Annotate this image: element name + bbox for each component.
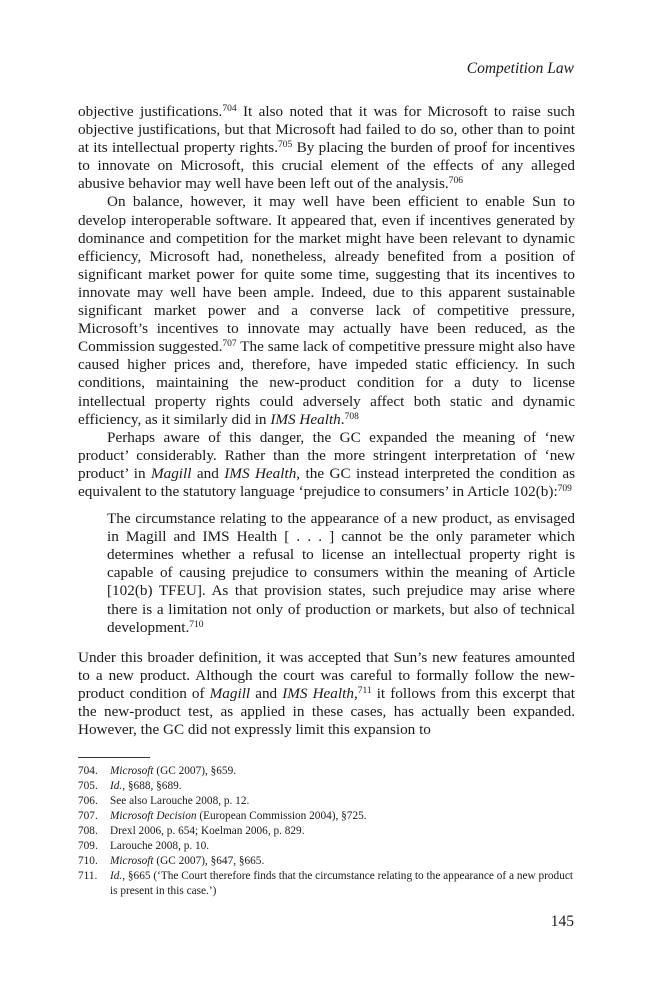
text-run: Under this broader definition, it was accepted that Sun’s new features amounted to a new product. Although the court was careful to formally follow the new-product condition of <box>78 648 575 702</box>
italic-text: IMS Health <box>224 464 297 482</box>
italic-text: IMS Health <box>282 684 354 702</box>
footnote-number: 704. <box>78 765 98 777</box>
paragraph <box>78 649 575 739</box>
footnote-number: 710. <box>78 855 98 867</box>
text-run: , the GC instead interpreted the condition as equivalent to the statutory language ‘prejudice to consumers’ in Article 102(b): <box>78 464 576 500</box>
italic-text: Microsoft <box>110 765 154 777</box>
footnote-ref: 711 <box>357 685 372 696</box>
text-run: , §665 (‘The Court therefore finds that the circumstance relating to the appearance of a new product is present in this case.’) <box>110 870 574 897</box>
text-run: (GC 2007), §659. <box>153 765 237 777</box>
text-run: Perhaps aware of this danger, the GC expanded the meaning of ‘new product’ considerably. Rather than the more stringent interpretation of ‘new product’ in <box>78 428 575 482</box>
italic-text: Id. <box>110 780 123 792</box>
italic-text: Magill <box>209 684 251 702</box>
footnote-ref: 707 <box>222 339 237 350</box>
footnote-ref: 704 <box>222 104 237 114</box>
italic-text: Microsoft Decision <box>110 810 197 822</box>
footnote-text <box>110 824 575 839</box>
text-run: objective justifications. <box>78 103 223 120</box>
text-run: See also Larouche 2008, p. 12. <box>110 795 250 807</box>
footnote-number: 708. <box>78 825 98 837</box>
footnote-number: 706. <box>78 795 98 807</box>
text-run: , §688, §689. <box>122 780 182 792</box>
footnote-number: 705. <box>78 780 98 792</box>
text-run: (GC 2007), §647, §665. <box>153 855 265 867</box>
footnote-text <box>110 839 575 854</box>
italic-text: Id. <box>110 870 123 882</box>
text-run: and <box>191 464 225 482</box>
text-run: , <box>353 684 358 702</box>
body-text <box>78 103 575 739</box>
text-run: Drexl 2006, p. 654; Koelman 2006, p. 829. <box>110 825 305 837</box>
paragraph <box>78 193 575 428</box>
footnote <box>78 794 575 809</box>
footnote-text <box>110 779 575 794</box>
footnotes <box>78 764 575 899</box>
footnote-text <box>110 809 575 824</box>
text-run: Larouche 2008, p. 10. <box>110 840 210 852</box>
footnote-text <box>110 764 575 779</box>
text-run: By placing the burden of proof for incentives to innovate on Microsoft, this crucial element of the effects of any alleged abusive behavior may well have been left out of the analysis. <box>78 139 576 193</box>
running-header: Competition Law <box>466 60 574 77</box>
text-run: On balance, however, it may well have been efficient to enable Sun to develop interoperable software. It appeared that, even if incentives generated by dominance and competition for the market might have been relevant to dynamic efficiency, Microsoft had, nonetheless, already benefited from a position of significant market power for quite some time, suggesting that its incentives to innovate may well have been ample. Indeed, due to this apparent sustainable significant market power and a converse lack of competitive pressure, Microsoft’s incentives to innovate may actually have been reduced, as the Commission suggested. <box>78 193 575 356</box>
text-run: and <box>250 684 283 702</box>
footnote <box>78 809 575 824</box>
text-run: The same lack of competitive pressure might also have caused higher prices and, therefore, have impeded static efficiency. In such conditions, maintaining the new-product condition for a duty to license intellectual property rights could adversely affect both static and dynamic efficiency, as it similarly did in <box>78 338 575 428</box>
footnote-text <box>110 854 575 869</box>
text-run: It also noted that it was for Microsoft to raise such objective justifications, but that Microsoft had failed to do so, other than to point at its intellectual property rights. <box>78 103 576 157</box>
footnote <box>78 854 575 869</box>
text-run: . <box>340 410 345 428</box>
footnote <box>78 824 575 839</box>
footnote-number: 709. <box>78 840 98 852</box>
footnote-number: 711. <box>78 870 98 882</box>
footnote <box>78 869 575 899</box>
footnote-ref: 709 <box>557 483 572 494</box>
footnote <box>78 764 575 779</box>
italic-text: IMS Health <box>270 410 341 428</box>
footnote-text <box>110 794 575 809</box>
footnote-text <box>110 869 575 899</box>
paragraph <box>78 429 575 501</box>
block-quote <box>107 510 575 637</box>
footnote <box>78 779 575 794</box>
footnote-ref: 705 <box>278 140 293 151</box>
footnote-number: 707. <box>78 810 98 822</box>
italic-text: Microsoft <box>110 855 154 867</box>
paragraph <box>78 103 575 193</box>
italic-text: Magill <box>150 464 192 482</box>
footnote-divider <box>78 757 150 758</box>
text-run: it follows from this excerpt that the new-product test, as applied in these cases, has actually been expanded. However, the GC did not expressly limit this expansion to <box>78 684 575 739</box>
footnote-ref: 706 <box>448 176 463 187</box>
text-run: (European Commission 2004), §725. <box>196 810 367 822</box>
footnote-ref: 708 <box>344 411 359 422</box>
text-run: The circumstance relating to the appearance of a new product, as envisaged in Magill and IMS Health [ . . . ] cannot be the only parameter which determines whether a refusal to license an intellectual property right is capable of causing prejudice to consumers within the meaning of Article [102(b) TFEU]. As that provision states, such prejudice may arise where there is a limitation not only of production or markets, but also of technical development. <box>107 510 575 636</box>
page-number: 145 <box>550 913 574 930</box>
footnote <box>78 839 575 854</box>
footnote-ref: 710 <box>189 619 204 630</box>
